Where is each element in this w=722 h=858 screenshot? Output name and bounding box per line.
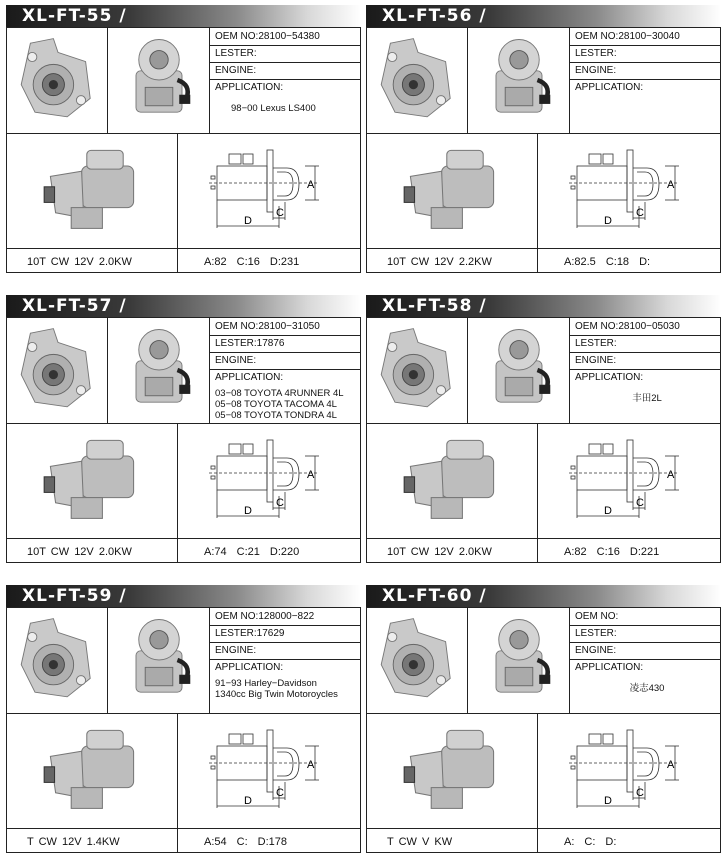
dim-d: D:178	[257, 836, 287, 848]
starter-photo-front	[372, 322, 464, 423]
card-body	[6, 27, 361, 273]
dim-d: D:221	[629, 546, 660, 558]
diagram-label-d: D	[244, 215, 252, 227]
dimensions	[564, 256, 660, 268]
divider	[209, 318, 210, 423]
diagram-label-a: A	[667, 179, 675, 191]
product-code: XL-FT-60 /	[382, 586, 487, 606]
divider	[569, 79, 720, 80]
dim-c: C:18	[605, 256, 630, 268]
application-text: 凌志430	[629, 683, 665, 694]
application-text: 03−08 TOYOTA 4RUNNER 4L 05−08 TOYOTA TACOMA 4L 05−08 TOYOTA TONDRA 4L	[215, 388, 344, 421]
divider	[569, 28, 570, 133]
engine-label: ENGINE:	[575, 65, 617, 76]
motor-rating: 10T CW 12V 2.0KW	[27, 256, 132, 268]
dimension-diagram	[207, 436, 325, 524]
dim-a: A:	[564, 836, 575, 848]
divider	[537, 133, 538, 272]
motor-rating: T CW V KW	[387, 836, 453, 848]
card-header	[366, 295, 721, 317]
product-code: XL-FT-55 /	[22, 6, 127, 26]
starter-photo-side	[387, 720, 517, 829]
divider	[467, 608, 468, 713]
oem-number: OEM NO:28100−30040	[575, 31, 680, 42]
application-label: APPLICATION:	[575, 372, 644, 383]
starter-photo-front	[372, 612, 464, 713]
starter-photo-front	[12, 32, 104, 133]
divider	[107, 318, 108, 423]
divider	[177, 423, 178, 562]
dimension-diagram	[567, 726, 685, 814]
lester-number: LESTER:17629	[215, 628, 285, 639]
card-header	[6, 585, 361, 607]
starter-photo-side	[27, 140, 157, 249]
dimension-diagram-box	[207, 146, 325, 239]
dimensions	[564, 546, 669, 558]
application-label: APPLICATION:	[215, 372, 284, 383]
divider	[209, 369, 360, 370]
lester-number: LESTER:	[575, 628, 617, 639]
oem-number: OEM NO:28100−05030	[575, 321, 680, 332]
card-header	[6, 295, 361, 317]
dim-a: A:82	[204, 256, 227, 268]
starter-photo-back	[113, 612, 205, 713]
card-body	[6, 607, 361, 853]
product-code: XL-FT-58 /	[382, 296, 487, 316]
divider	[467, 318, 468, 423]
dimension-diagram	[207, 146, 325, 234]
diagram-label-a: A	[307, 469, 315, 481]
oem-number: OEM NO:28100−54380	[215, 31, 320, 42]
application-label: APPLICATION:	[215, 82, 284, 93]
application-text: 98−00 Lexus LS400	[231, 103, 316, 114]
divider	[209, 62, 360, 63]
diagram-label-c: C	[636, 207, 644, 219]
diagram-label-a: A	[307, 759, 315, 771]
oem-number: OEM NO:28100−31050	[215, 321, 320, 332]
diagram-label-d: D	[604, 795, 612, 807]
divider	[569, 62, 720, 63]
divider	[177, 713, 178, 852]
product-card	[6, 5, 361, 273]
engine-label: ENGINE:	[215, 645, 257, 656]
dimension-diagram-box	[207, 726, 325, 819]
divider	[537, 713, 538, 852]
divider	[569, 642, 720, 643]
diagram-label-a: A	[667, 759, 675, 771]
diagram-label-d: D	[244, 505, 252, 517]
card-body	[366, 27, 721, 273]
dim-d: D:220	[269, 546, 300, 558]
application-text: 丰田2L	[632, 393, 662, 404]
motor-rating: 10T CW 12V 2.0KW	[387, 546, 492, 558]
divider	[7, 423, 360, 424]
divider	[367, 423, 720, 424]
lester-number: LESTER:	[575, 48, 617, 59]
lester-number: LESTER:	[575, 338, 617, 349]
divider	[569, 625, 720, 626]
dim-c: C:	[584, 836, 596, 848]
card-body	[366, 607, 721, 853]
divider	[569, 335, 720, 336]
dimension-diagram-box	[207, 436, 325, 529]
divider	[209, 642, 360, 643]
engine-label: ENGINE:	[575, 355, 617, 366]
engine-label: ENGINE:	[575, 645, 617, 656]
divider	[7, 133, 360, 134]
dimension-diagram	[567, 436, 685, 524]
diagram-label-c: C	[276, 497, 284, 509]
starter-photo-back	[473, 322, 565, 423]
card-header	[6, 5, 361, 27]
starter-photo-side	[387, 140, 517, 249]
dimension-diagram	[567, 146, 685, 234]
card-header	[366, 5, 721, 27]
divider	[7, 713, 360, 714]
divider	[537, 423, 538, 562]
divider	[367, 133, 720, 134]
diagram-label-c: C	[276, 787, 284, 799]
starter-photo-side	[27, 720, 157, 829]
divider	[107, 608, 108, 713]
dim-c: C:16	[596, 546, 620, 558]
dimension-diagram	[207, 726, 325, 814]
application-text: 91−93 Harley−Davidson 1340cc Big Twin Motoroycles	[215, 678, 338, 700]
motor-rating: 10T CW 12V 2.2KW	[387, 256, 492, 268]
diagram-label-c: C	[636, 787, 644, 799]
diagram-label-d: D	[244, 795, 252, 807]
oem-number: OEM NO:	[575, 611, 619, 622]
dimension-diagram-box	[567, 436, 685, 529]
dim-d: D:231	[269, 256, 300, 268]
application-label: APPLICATION:	[575, 82, 644, 93]
dim-a: A:74	[204, 546, 227, 558]
starter-photo-back	[113, 32, 205, 133]
product-card	[366, 585, 721, 853]
dimensions	[204, 546, 309, 558]
divider	[209, 335, 360, 336]
product-card	[6, 585, 361, 853]
oem-number: OEM NO:128000−822	[215, 611, 315, 622]
starter-photo-front	[12, 612, 104, 713]
divider	[209, 608, 210, 713]
dim-a: A:82.5	[564, 256, 596, 268]
product-card	[6, 295, 361, 563]
dim-d: D:	[639, 256, 651, 268]
product-code: XL-FT-56 /	[382, 6, 487, 26]
divider	[569, 659, 720, 660]
card-body	[366, 317, 721, 563]
dimension-diagram-box	[567, 726, 685, 819]
engine-label: ENGINE:	[215, 355, 257, 366]
starter-photo-side	[27, 430, 157, 539]
divider	[569, 45, 720, 46]
diagram-label-a: A	[307, 179, 315, 191]
divider	[209, 625, 360, 626]
product-card	[366, 5, 721, 273]
card-body	[6, 317, 361, 563]
lester-number: LESTER:17876	[215, 338, 285, 349]
starter-photo-side	[387, 430, 517, 539]
motor-rating: T CW 12V 1.4KW	[27, 836, 120, 848]
engine-label: ENGINE:	[215, 65, 257, 76]
dimensions	[204, 256, 309, 268]
divider	[209, 45, 360, 46]
divider	[569, 318, 570, 423]
card-header	[366, 585, 721, 607]
diagram-label-d: D	[604, 505, 612, 517]
diagram-label-a: A	[667, 469, 675, 481]
starter-photo-front	[12, 322, 104, 423]
divider	[209, 352, 360, 353]
product-card	[366, 295, 721, 563]
dimension-diagram-box	[567, 146, 685, 239]
divider	[569, 352, 720, 353]
diagram-label-c: C	[636, 497, 644, 509]
dimensions	[204, 836, 297, 848]
dimensions	[564, 836, 626, 848]
application-label: APPLICATION:	[215, 662, 284, 673]
divider	[107, 28, 108, 133]
divider	[209, 79, 360, 80]
motor-rating: 10T CW 12V 2.0KW	[27, 546, 132, 558]
divider	[467, 28, 468, 133]
divider	[569, 369, 720, 370]
dim-d: D:	[605, 836, 617, 848]
dim-a: A:82	[564, 546, 587, 558]
starter-photo-back	[473, 32, 565, 133]
diagram-label-d: D	[604, 215, 612, 227]
starter-photo-front	[372, 32, 464, 133]
starter-photo-back	[473, 612, 565, 713]
diagram-label-c: C	[276, 207, 284, 219]
divider	[209, 28, 210, 133]
divider	[367, 713, 720, 714]
divider	[569, 608, 570, 713]
application-label: APPLICATION:	[575, 662, 644, 673]
divider	[177, 133, 178, 272]
divider	[209, 659, 360, 660]
dim-a: A:54	[204, 836, 227, 848]
lester-number: LESTER:	[215, 48, 257, 59]
starter-photo-back	[113, 322, 205, 423]
product-code: XL-FT-57 /	[22, 296, 127, 316]
dim-c: C:	[236, 836, 248, 848]
dim-c: C:16	[236, 256, 260, 268]
product-code: XL-FT-59 /	[22, 586, 127, 606]
dim-c: C:21	[236, 546, 260, 558]
